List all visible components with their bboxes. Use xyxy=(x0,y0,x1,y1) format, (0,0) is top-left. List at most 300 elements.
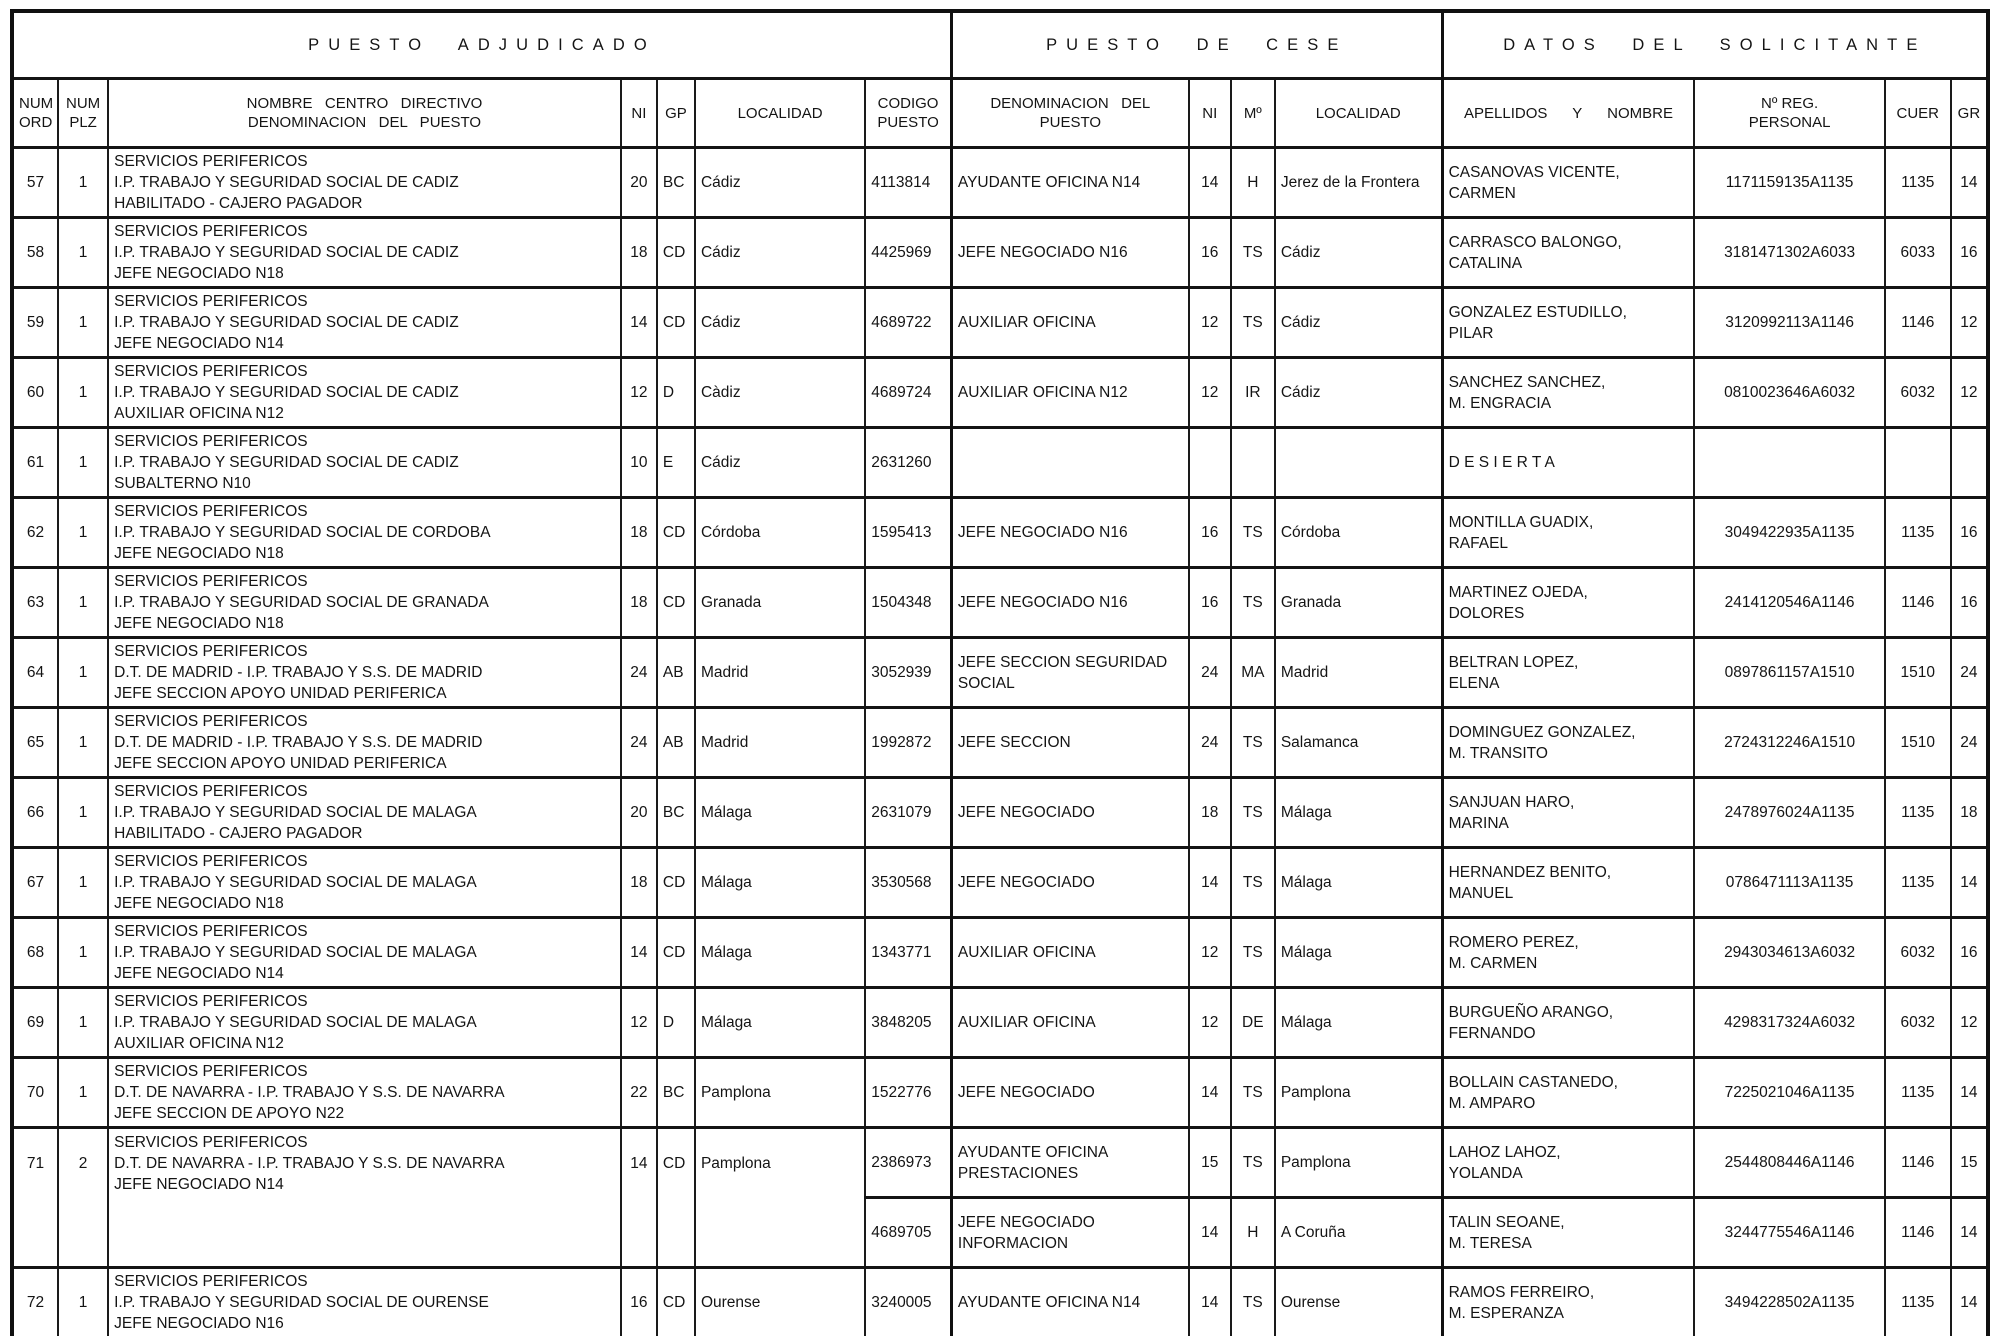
table-row xyxy=(12,708,1988,778)
cell-line: JEFE NEGOCIADO N14 xyxy=(114,1175,284,1193)
cell-line: DOLORES xyxy=(1448,604,1525,622)
cell-nreg: 0786471113A1135 xyxy=(1694,848,1884,918)
cell-line: FERNANDO xyxy=(1448,1024,1536,1042)
cell-min: H xyxy=(1231,148,1275,218)
cell-nombre xyxy=(1442,988,1694,1058)
cell-centro xyxy=(108,918,621,988)
cell-line: D.T. DE MADRID - I.P. TRABAJO Y S.S. DE MADRID xyxy=(114,664,483,681)
cell-line: JEFE NEGOCIADO N16 xyxy=(957,524,1128,541)
cell-centro xyxy=(108,288,621,358)
cell-line: AUXILIAR OFICINA xyxy=(957,944,1096,961)
cell-ni: 12 xyxy=(621,988,657,1058)
cell-plz: 1 xyxy=(58,778,108,848)
cell-nreg: 2724312246A1510 xyxy=(1694,708,1884,778)
cell-ni2: 14 xyxy=(1189,1198,1231,1268)
cell-line: CARMEN xyxy=(1448,184,1516,202)
cell-loc2: Córdoba xyxy=(1275,498,1442,568)
cell-plz: 1 xyxy=(58,428,108,498)
cell-loc2: Cádiz xyxy=(1275,218,1442,288)
cell-centro xyxy=(108,1268,621,1336)
cell-min: DE xyxy=(1231,988,1275,1058)
cell-denom xyxy=(951,848,1188,918)
cell-line: MANUEL xyxy=(1448,884,1514,902)
cell-denom xyxy=(951,638,1188,708)
cell-denom xyxy=(951,148,1188,218)
cell-cuer: 1510 xyxy=(1885,708,1951,778)
cell-loc: Pamplona xyxy=(695,1128,865,1198)
cell-centro xyxy=(108,1128,621,1198)
cell-line: JEFE NEGOCIADO xyxy=(957,804,1095,821)
col-label: CODIGO xyxy=(877,95,939,112)
cell-codigo: 4689705 xyxy=(865,1198,951,1268)
cell-min: TS xyxy=(1231,218,1275,288)
col-label: LOCALIDAD xyxy=(1315,104,1401,122)
cell-loc: Madrid xyxy=(695,708,865,778)
cell-min: IR xyxy=(1231,358,1275,428)
cell-cuer: 1135 xyxy=(1885,848,1951,918)
col-nombre-centro xyxy=(108,79,621,148)
cell-loc: Málaga xyxy=(695,918,865,988)
cell-denom xyxy=(951,1058,1188,1128)
cell-codigo: 1992872 xyxy=(865,708,951,778)
table-header xyxy=(12,11,1988,148)
cell-ni2: 14 xyxy=(1189,1058,1231,1128)
cell-ni2: 24 xyxy=(1189,638,1231,708)
cell-ord: 72 xyxy=(12,1268,58,1336)
col-label: PLZ xyxy=(69,114,97,131)
cell-gp: CD xyxy=(657,218,695,288)
cell-codigo: 3052939 xyxy=(865,638,951,708)
table-row xyxy=(12,218,1988,288)
table-row xyxy=(12,1058,1988,1128)
cell-plz: 1 xyxy=(58,288,108,358)
cell-ni: 18 xyxy=(621,848,657,918)
cell-loc2: Granada xyxy=(1275,568,1442,638)
cell-loc2: Málaga xyxy=(1275,988,1442,1058)
table-row xyxy=(12,148,1988,218)
cell-line: MARTINEZ OJEDA, xyxy=(1448,583,1588,601)
cell-cuer: 6032 xyxy=(1885,358,1951,428)
cell-loc2: Jerez de la Frontera xyxy=(1275,148,1442,218)
cell-line: AYUDANTE OFICINA N14 xyxy=(957,1294,1141,1311)
cell-plz: 1 xyxy=(58,498,108,568)
cell-ord: 66 xyxy=(12,778,58,848)
cell-gr: 24 xyxy=(1951,708,1988,778)
cell-line: SANJUAN HARO, xyxy=(1448,793,1575,811)
cell-nombre xyxy=(1442,1268,1694,1336)
cell-line: I.P. TRABAJO Y SEGURIDAD SOCIAL DE MALAGA xyxy=(114,874,477,891)
cell-loc: Córdoba xyxy=(695,498,865,568)
cell-loc2: Málaga xyxy=(1275,918,1442,988)
col-ni-cese xyxy=(1189,79,1231,148)
cell-gr: 12 xyxy=(1951,288,1988,358)
cell-cuer: 1146 xyxy=(1885,288,1951,358)
cell-line: CASANOVAS VICENTE, xyxy=(1448,163,1620,181)
cell-cuer: 1135 xyxy=(1885,778,1951,848)
cell-ni: 18 xyxy=(621,568,657,638)
cell-ord: 65 xyxy=(12,708,58,778)
cell-ni: 18 xyxy=(621,218,657,288)
cell-nreg xyxy=(1694,428,1884,498)
cell-line: SERVICIOS PERIFERICOS xyxy=(114,923,308,940)
table-row xyxy=(12,288,1988,358)
col-label: NOMBRE CENTRO DIRECTIVO xyxy=(246,95,483,112)
cell-line: AYUDANTE OFICINA xyxy=(957,1143,1109,1161)
cell-loc: Málaga xyxy=(695,988,865,1058)
cell-centro xyxy=(108,988,621,1058)
cell-line: BURGUEÑO ARANGO, xyxy=(1448,1003,1614,1021)
cell-line: DOMINGUEZ GONZALEZ, xyxy=(1448,723,1636,741)
cell-codigo: 1343771 xyxy=(865,918,951,988)
cell-gr: 16 xyxy=(1951,918,1988,988)
cell-line: I.P. TRABAJO Y SEGURIDAD SOCIAL DE CORDOBA xyxy=(114,524,491,541)
cell-ni2: 24 xyxy=(1189,708,1231,778)
cell-denom xyxy=(951,778,1188,848)
col-num-plz xyxy=(58,79,108,148)
cell-line: JEFE NEGOCIADO N14 xyxy=(114,965,284,982)
cell-gp: D xyxy=(657,358,695,428)
cell-loc: Granada xyxy=(695,568,865,638)
col-ministerio xyxy=(1231,79,1275,148)
cell-line: SERVICIOS PERIFERICOS xyxy=(114,853,308,870)
cell-line: CATALINA xyxy=(1448,254,1523,272)
cell-loc2: Cádiz xyxy=(1275,288,1442,358)
cell-denom xyxy=(951,428,1188,498)
cell-gr: 16 xyxy=(1951,498,1988,568)
cell-gp: BC xyxy=(657,1058,695,1128)
cell-line: SERVICIOS PERIFERICOS xyxy=(114,363,308,380)
cell-ni2: 14 xyxy=(1189,1268,1231,1336)
cell-line: I.P. TRABAJO Y SEGURIDAD SOCIAL DE OURENSE xyxy=(114,1294,489,1311)
cell-codigo: 4689724 xyxy=(865,358,951,428)
col-label: GP xyxy=(665,104,687,122)
cell-gp: CD xyxy=(657,918,695,988)
cell-cuer: 1510 xyxy=(1885,638,1951,708)
cell-line: M. TRANSITO xyxy=(1448,744,1548,762)
cell-loc2: Málaga xyxy=(1275,778,1442,848)
cell-loc2: Pamplona xyxy=(1275,1058,1442,1128)
column-header-row xyxy=(12,79,1988,148)
cell-line: JEFE NEGOCIADO N18 xyxy=(114,545,284,562)
cell-centro xyxy=(108,148,621,218)
cell-ord: 57 xyxy=(12,148,58,218)
cell-line: RAMOS FERREIRO, xyxy=(1448,1283,1595,1301)
cell-plz: 1 xyxy=(58,218,108,288)
cell-ni xyxy=(621,1198,657,1268)
table-row xyxy=(12,638,1988,708)
cell-plz: 1 xyxy=(58,148,108,218)
cell-plz: 1 xyxy=(58,988,108,1058)
cell-plz: 2 xyxy=(58,1128,108,1198)
cell-min: TS xyxy=(1231,918,1275,988)
cell-plz: 1 xyxy=(58,358,108,428)
table-row xyxy=(12,1198,1988,1268)
cell-ni: 18 xyxy=(621,498,657,568)
cell-line: AUXILIAR OFICINA N12 xyxy=(114,1035,284,1052)
table-row xyxy=(12,1128,1988,1198)
col-label: NI xyxy=(1202,104,1218,122)
cell-codigo: 4113814 xyxy=(865,148,951,218)
col-label: APELLIDOS Y NOMBRE xyxy=(1464,104,1674,122)
cell-nombre xyxy=(1442,848,1694,918)
cell-min: TS xyxy=(1231,1058,1275,1128)
cell-ord: 61 xyxy=(12,428,58,498)
cell-ord: 62 xyxy=(12,498,58,568)
cell-nreg: 1171159135A1135 xyxy=(1694,148,1884,218)
cell-nreg: 0810023646A6032 xyxy=(1694,358,1884,428)
cell-nombre xyxy=(1442,918,1694,988)
cell-ord: 68 xyxy=(12,918,58,988)
cell-gr: 16 xyxy=(1951,568,1988,638)
col-num-reg-personal xyxy=(1694,79,1884,148)
cell-plz: 1 xyxy=(58,1268,108,1336)
col-label: Mº xyxy=(1243,104,1262,122)
cell-cuer: 1135 xyxy=(1885,498,1951,568)
col-label: NI xyxy=(631,104,647,122)
cell-line: M. ESPERANZA xyxy=(1448,1304,1565,1322)
col-gp xyxy=(657,79,695,148)
cell-codigo: 1522776 xyxy=(865,1058,951,1128)
col-cuer xyxy=(1885,79,1951,148)
cell-line: BELTRAN LOPEZ, xyxy=(1448,653,1579,671)
cell-nombre xyxy=(1442,638,1694,708)
cell-ni: 14 xyxy=(621,1128,657,1198)
cell-nombre xyxy=(1442,358,1694,428)
col-label: ORD xyxy=(19,114,53,131)
cell-line: AUXILIAR OFICINA N12 xyxy=(114,405,284,422)
cell-nombre xyxy=(1442,1128,1694,1198)
cell-loc: Cádiz xyxy=(695,218,865,288)
cell-line: PILAR xyxy=(1448,324,1494,342)
col-localidad-adjudicado xyxy=(695,79,865,148)
cell-nreg: 4298317324A6032 xyxy=(1694,988,1884,1058)
cell-codigo: 2631079 xyxy=(865,778,951,848)
cell-min: TS xyxy=(1231,1268,1275,1336)
group-puesto-de-cese: PUESTO DE CESE xyxy=(951,11,1442,79)
cell-line: M. AMPARO xyxy=(1448,1094,1536,1112)
cell-denom xyxy=(951,218,1188,288)
cell-cuer xyxy=(1885,428,1951,498)
col-label: CUER xyxy=(1896,104,1940,122)
group-header-row xyxy=(12,11,1988,79)
cell-gr: 14 xyxy=(1951,1268,1988,1336)
cell-line: SERVICIOS PERIFERICOS xyxy=(114,573,308,590)
cell-loc: Cádiz xyxy=(695,148,865,218)
cell-line: SERVICIOS PERIFERICOS xyxy=(114,1063,308,1080)
cell-nreg: 2544808446A1146 xyxy=(1694,1128,1884,1198)
cell-nreg: 3049422935A1135 xyxy=(1694,498,1884,568)
cell-line: MARINA xyxy=(1448,814,1509,832)
cell-line: SERVICIOS PERIFERICOS xyxy=(114,433,308,450)
table-row xyxy=(12,498,1988,568)
cell-nreg: 3181471302A6033 xyxy=(1694,218,1884,288)
cell-denom xyxy=(951,358,1188,428)
cell-ni2: 16 xyxy=(1189,568,1231,638)
cell-line: SERVICIOS PERIFERICOS xyxy=(114,643,308,660)
cell-gr: 12 xyxy=(1951,988,1988,1058)
cell-line: AUXILIAR OFICINA xyxy=(957,1014,1096,1031)
cell-line: PRESTACIONES xyxy=(957,1164,1079,1182)
cell-centro xyxy=(108,218,621,288)
cell-codigo: 4425969 xyxy=(865,218,951,288)
cell-nombre xyxy=(1442,778,1694,848)
cell-line: M. CARMEN xyxy=(1448,954,1538,972)
table-row xyxy=(12,918,1988,988)
cell-ni: 14 xyxy=(621,288,657,358)
cell-gr: 14 xyxy=(1951,148,1988,218)
col-label: Nº REG. xyxy=(1761,95,1819,112)
cell-line: SERVICIOS PERIFERICOS xyxy=(114,293,308,310)
cell-line: JEFE NEGOCIADO N14 xyxy=(114,335,284,352)
cell-cuer: 1135 xyxy=(1885,148,1951,218)
cell-line: SERVICIOS PERIFERICOS xyxy=(114,1273,308,1290)
cell-plz: 1 xyxy=(58,918,108,988)
cell-nreg: 3494228502A1135 xyxy=(1694,1268,1884,1336)
col-codigo-puesto xyxy=(865,79,951,148)
cell-plz: 1 xyxy=(58,638,108,708)
col-ni-adjudicado xyxy=(621,79,657,148)
cell-nreg: 2943034613A6032 xyxy=(1694,918,1884,988)
cell-denom xyxy=(951,498,1188,568)
cell-ni2: 15 xyxy=(1189,1128,1231,1198)
group-puesto-adjudicado: PUESTO ADJUDICADO xyxy=(12,11,951,79)
cell-ord: 60 xyxy=(12,358,58,428)
cell-nreg: 7225021046A1135 xyxy=(1694,1058,1884,1128)
cell-ni: 24 xyxy=(621,638,657,708)
cell-cuer: 6032 xyxy=(1885,918,1951,988)
cell-ni2: 16 xyxy=(1189,498,1231,568)
cell-nreg: 2414120546A1146 xyxy=(1694,568,1884,638)
cell-cuer: 1146 xyxy=(1885,568,1951,638)
cell-nreg: 3120992113A1146 xyxy=(1694,288,1884,358)
cell-centro xyxy=(108,358,621,428)
cell-line: YOLANDA xyxy=(1448,1164,1523,1182)
cell-line: BOLLAIN CASTANEDO, xyxy=(1448,1073,1618,1091)
cell-ni: 12 xyxy=(621,358,657,428)
cell-line: ELENA xyxy=(1448,674,1500,692)
cell-min: TS xyxy=(1231,848,1275,918)
cell-gr: 14 xyxy=(1951,848,1988,918)
cell-plz: 1 xyxy=(58,708,108,778)
col-label: PUESTO xyxy=(877,114,939,131)
cell-codigo: 4689722 xyxy=(865,288,951,358)
cell-min: TS xyxy=(1231,1128,1275,1198)
table-row xyxy=(12,1268,1988,1336)
cell-ord: 64 xyxy=(12,638,58,708)
cell-min: MA xyxy=(1231,638,1275,708)
cell-ni: 24 xyxy=(621,708,657,778)
cell-nombre xyxy=(1442,1198,1694,1268)
cell-line: HABILITADO - CAJERO PAGADOR xyxy=(114,195,363,212)
cell-line: I.P. TRABAJO Y SEGURIDAD SOCIAL DE CADIZ xyxy=(114,454,459,471)
cell-min: TS xyxy=(1231,778,1275,848)
col-label: DENOMINACION DEL xyxy=(990,95,1151,112)
cell-ord: 67 xyxy=(12,848,58,918)
col-denominacion-cese xyxy=(951,79,1188,148)
cell-nombre xyxy=(1442,708,1694,778)
cell-codigo: 2386973 xyxy=(865,1128,951,1198)
cell-gp: CD xyxy=(657,848,695,918)
cell-denom xyxy=(951,988,1188,1058)
cell-line: D.T. DE NAVARRA - I.P. TRABAJO Y S.S. DE NAVARRA xyxy=(114,1154,505,1172)
cell-gr: 16 xyxy=(1951,218,1988,288)
cell-loc2: Madrid xyxy=(1275,638,1442,708)
cell-gr: 24 xyxy=(1951,638,1988,708)
cell-line: JEFE NEGOCIADO N16 xyxy=(957,594,1128,611)
cell-denom xyxy=(951,568,1188,638)
cell-denom xyxy=(951,918,1188,988)
col-label: DENOMINACION DEL PUESTO xyxy=(247,114,482,131)
cell-gp: CD xyxy=(657,288,695,358)
cell-line: AUXILIAR OFICINA N12 xyxy=(957,384,1128,401)
cell-codigo: 1595413 xyxy=(865,498,951,568)
cell-gp: D xyxy=(657,988,695,1058)
group-datos-solicitante: DATOS DEL SOLICITANTE xyxy=(1442,11,1988,79)
cell-gp: BC xyxy=(657,778,695,848)
table-row xyxy=(12,358,1988,428)
col-label: GR xyxy=(1957,104,1981,122)
cell-centro xyxy=(108,568,621,638)
cell-gr: 18 xyxy=(1951,778,1988,848)
cell-ni: 16 xyxy=(621,1268,657,1336)
cell-loc2: Ourense xyxy=(1275,1268,1442,1336)
cell-ni: 10 xyxy=(621,428,657,498)
col-label: NUM xyxy=(66,95,101,112)
cell-centro xyxy=(108,1198,621,1268)
cell-line: MONTILLA GUADIX, xyxy=(1448,513,1594,531)
cell-ord: 70 xyxy=(12,1058,58,1128)
cell-line: JEFE NEGOCIADO xyxy=(957,1213,1095,1231)
cell-line: JEFE SECCION SEGURIDAD xyxy=(957,653,1168,671)
cell-ni2: 12 xyxy=(1189,988,1231,1058)
cell-line: JEFE NEGOCIADO xyxy=(957,874,1095,891)
cell-gr: 12 xyxy=(1951,358,1988,428)
cell-ni: 14 xyxy=(621,918,657,988)
cell-min: TS xyxy=(1231,288,1275,358)
cell-ord: 69 xyxy=(12,988,58,1058)
cell-loc: Pamplona xyxy=(695,1058,865,1128)
cell-gr xyxy=(1951,428,1988,498)
cell-nombre xyxy=(1442,498,1694,568)
col-label: PERSONAL xyxy=(1748,114,1831,131)
cell-nombre xyxy=(1442,1058,1694,1128)
cell-loc: Ourense xyxy=(695,1268,865,1336)
cell-ni2: 14 xyxy=(1189,848,1231,918)
cell-gp: CD xyxy=(657,498,695,568)
cell-ord: 63 xyxy=(12,568,58,638)
cell-line: JEFE SECCION APOYO UNIDAD PERIFERICA xyxy=(114,685,447,702)
cell-line: JEFE NEGOCIADO N16 xyxy=(957,244,1128,261)
cell-line: D.T. DE NAVARRA - I.P. TRABAJO Y S.S. DE NAVARRA xyxy=(114,1084,505,1101)
cell-gp: E xyxy=(657,428,695,498)
col-label: PUESTO xyxy=(1039,114,1102,131)
cell-gp: CD xyxy=(657,568,695,638)
table-row xyxy=(12,988,1988,1058)
cell-nreg: 0897861157A1510 xyxy=(1694,638,1884,708)
cell-loc2: Cádiz xyxy=(1275,358,1442,428)
cell-loc: Madrid xyxy=(695,638,865,708)
cell-loc: Cádiz xyxy=(695,428,865,498)
cell-gp: CD xyxy=(657,1128,695,1198)
cell-loc2 xyxy=(1275,428,1442,498)
cell-ni2: 12 xyxy=(1189,918,1231,988)
cell-cuer: 6032 xyxy=(1885,988,1951,1058)
cell-nreg: 2478976024A1135 xyxy=(1694,778,1884,848)
cell-nombre xyxy=(1442,428,1694,498)
cell-cuer: 1135 xyxy=(1885,1058,1951,1128)
table-body xyxy=(12,148,1988,1336)
cell-line: D.T. DE MADRID - I.P. TRABAJO Y S.S. DE MADRID xyxy=(114,734,483,751)
